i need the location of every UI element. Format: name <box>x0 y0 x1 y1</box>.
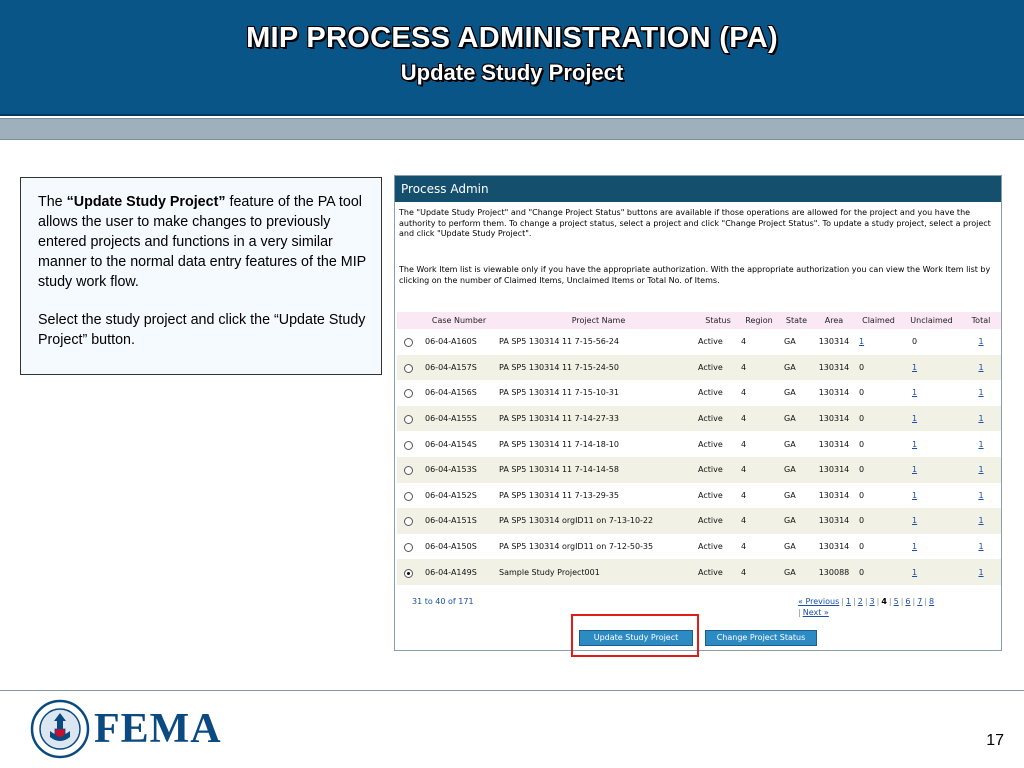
pager-page-link[interactable]: 7 <box>917 597 923 606</box>
claimed-cell <box>855 431 902 457</box>
unclaimed-count[interactable]: 1 <box>912 516 918 526</box>
table-body <box>397 329 1001 585</box>
total-count[interactable]: 1 <box>978 542 984 552</box>
description-box <box>20 177 382 375</box>
pager-page-link[interactable]: 3 <box>869 597 875 606</box>
claimed-count: 0 <box>859 516 865 526</box>
description-prefix: The <box>38 194 67 210</box>
unclaimed-count: 0 <box>912 337 918 347</box>
claimed-count: 0 <box>859 542 865 552</box>
area-cell: 130314 <box>813 483 855 509</box>
column-header-claimed[interactable]: Claimed <box>855 312 902 329</box>
total-count[interactable]: 1 <box>978 439 984 449</box>
slide-header <box>0 0 1024 116</box>
pager-page-link[interactable]: 6 <box>905 597 911 606</box>
claimed-cell <box>855 483 902 509</box>
unclaimed-cell <box>902 431 961 457</box>
unclaimed-count[interactable]: 1 <box>912 439 918 449</box>
table-row <box>397 483 1001 509</box>
unclaimed-cell <box>902 329 961 355</box>
total-cell <box>961 355 1001 381</box>
project-name-cell: PA SP5 130314 orgID11 on 7-13-10-22 <box>499 508 698 534</box>
row-select-cell <box>397 406 419 432</box>
unclaimed-cell <box>902 508 961 534</box>
claimed-count: 0 <box>859 388 865 398</box>
column-header-state[interactable]: State <box>780 312 813 329</box>
claimed-cell <box>855 380 902 406</box>
total-cell <box>961 508 1001 534</box>
state-cell: GA <box>780 483 813 509</box>
row-select-cell <box>397 355 419 381</box>
row-select-cell <box>397 534 419 560</box>
claimed-count[interactable]: 1 <box>859 337 865 347</box>
state-cell: GA <box>780 559 813 585</box>
previous-page-link[interactable]: « Previous <box>798 597 840 606</box>
state-cell: GA <box>780 508 813 534</box>
total-count[interactable]: 1 <box>978 465 984 475</box>
fema-logo <box>30 697 222 761</box>
next-page-link[interactable]: Next » <box>802 608 829 617</box>
claimed-count: 0 <box>859 362 865 372</box>
column-header-total[interactable]: Total <box>961 312 1001 329</box>
case-number-cell: 06-04-A150S <box>419 534 499 560</box>
pager-page-link[interactable]: 1 <box>845 597 852 606</box>
footer-divider <box>0 690 1024 691</box>
area-cell: 130314 <box>813 406 855 432</box>
region-cell: 4 <box>738 559 780 585</box>
table-row <box>397 431 1001 457</box>
claimed-cell <box>855 534 902 560</box>
update-study-project-button[interactable]: Update Study Project <box>579 630 693 646</box>
column-header-select <box>397 312 419 329</box>
region-cell: 4 <box>738 329 780 355</box>
total-count[interactable]: 1 <box>978 388 984 398</box>
status-cell: Active <box>698 406 738 432</box>
state-cell: GA <box>780 329 813 355</box>
status-cell: Active <box>698 355 738 381</box>
project-name-cell: PA SP5 130314 11 7-15-24-50 <box>499 355 698 381</box>
state-cell: GA <box>780 534 813 560</box>
region-cell: 4 <box>738 355 780 381</box>
state-cell: GA <box>780 406 813 432</box>
total-cell <box>961 431 1001 457</box>
state-cell: GA <box>780 431 813 457</box>
status-cell: Active <box>698 431 738 457</box>
total-count[interactable]: 1 <box>978 414 984 424</box>
button-highlight-box <box>571 614 699 657</box>
table-row <box>397 355 1001 381</box>
unclaimed-count[interactable]: 1 <box>912 465 918 475</box>
claimed-count: 0 <box>859 414 865 424</box>
column-header-unclaimed[interactable]: Unclaimed <box>902 312 961 329</box>
header-divider-bar <box>0 118 1024 140</box>
pager-page-link[interactable]: 2 <box>857 597 863 606</box>
area-cell: 130314 <box>813 508 855 534</box>
case-number-cell: 06-04-A153S <box>419 457 499 483</box>
total-cell <box>961 406 1001 432</box>
claimed-cell <box>855 457 902 483</box>
claimed-cell <box>855 406 902 432</box>
status-cell: Active <box>698 508 738 534</box>
description-feature-name: “Update Study Project” <box>66 194 226 210</box>
unclaimed-cell <box>902 534 961 560</box>
process-admin-panel <box>394 175 1002 651</box>
dhs-seal-icon <box>30 699 90 759</box>
region-cell: 4 <box>738 380 780 406</box>
table-row <box>397 508 1001 534</box>
pager-current-page: 4 <box>881 597 887 606</box>
total-count[interactable]: 1 <box>978 490 984 500</box>
row-select-radio[interactable] <box>404 569 413 578</box>
table-row <box>397 329 1001 355</box>
row-select-cell <box>397 483 419 509</box>
case-number-cell: 06-04-A152S <box>419 483 499 509</box>
area-cell: 130314 <box>813 355 855 381</box>
region-cell: 4 <box>738 431 780 457</box>
total-cell <box>961 483 1001 509</box>
total-count[interactable]: 1 <box>978 362 984 372</box>
column-header-project-name[interactable]: Project Name <box>499 312 698 329</box>
project-name-cell: PA SP5 130314 11 7-15-56-24 <box>499 329 698 355</box>
row-select-cell <box>397 329 419 355</box>
table-header-row <box>397 312 1001 329</box>
area-cell: 130088 <box>813 559 855 585</box>
claimed-cell <box>855 508 902 534</box>
claimed-count: 0 <box>859 567 865 577</box>
work-item-note: The Work Item list is viewable only if you have the appropriate authorization. With the appropriate authorization you can view the Work Item list by clicking on the number of Claimed Items, Unclaimed Items or Total No. of Items. <box>399 265 991 285</box>
claimed-cell <box>855 355 902 381</box>
description-paragraph-2: Select the study project and click the “Update Study Project” button. <box>38 312 366 348</box>
description-body: feature of the PA tool allows the user to make changes to previously entered projects and functions in a very similar manner to the normal data entry features of the MIP study work flow. <box>38 194 366 290</box>
status-cell: Active <box>698 534 738 560</box>
record-range: 31 to 40 of 171 <box>412 597 474 606</box>
area-cell: 130314 <box>813 380 855 406</box>
pager-page-link[interactable]: 5 <box>893 597 899 606</box>
status-cell: Active <box>698 483 738 509</box>
total-count[interactable]: 1 <box>978 567 984 577</box>
unclaimed-count[interactable]: 1 <box>912 490 918 500</box>
case-number-cell: 06-04-A154S <box>419 431 499 457</box>
status-cell: Active <box>698 457 738 483</box>
column-header-region[interactable]: Region <box>738 312 780 329</box>
case-number-cell: 06-04-A157S <box>419 355 499 381</box>
claimed-cell <box>855 559 902 585</box>
row-select-cell <box>397 431 419 457</box>
case-number-cell: 06-04-A156S <box>419 380 499 406</box>
case-number-cell: 06-04-A151S <box>419 508 499 534</box>
status-cell: Active <box>698 559 738 585</box>
unclaimed-count[interactable]: 1 <box>912 542 918 552</box>
buttons-note: The "Update Study Project" and "Change Project Status" buttons are available if those operations are allowed for the project and you have the authority to perform them. To change a project status, select a project and click "Change Project Status". To update a study project, select a project and click "Update Study Project". <box>399 208 991 238</box>
claimed-cell <box>855 329 902 355</box>
status-cell: Active <box>698 380 738 406</box>
claimed-count: 0 <box>859 465 865 475</box>
row-select-cell <box>397 457 419 483</box>
description-paragraph-1 <box>38 192 367 292</box>
project-name-cell: PA SP5 130314 11 7-15-10-31 <box>499 380 698 406</box>
row-select-cell <box>397 559 419 585</box>
total-cell <box>961 457 1001 483</box>
slide-title: MIP PROCESS ADMINISTRATION (PA) <box>246 22 778 54</box>
table-row <box>397 559 1001 585</box>
total-count[interactable]: 1 <box>978 516 984 526</box>
project-table <box>397 312 1001 585</box>
row-select-radio[interactable] <box>404 364 413 373</box>
area-cell: 130314 <box>813 329 855 355</box>
project-name-cell: PA SP5 130314 11 7-13-29-35 <box>499 483 698 509</box>
pager-page-link[interactable]: 8 <box>929 597 935 606</box>
total-cell <box>961 380 1001 406</box>
unclaimed-count[interactable]: 1 <box>912 388 918 398</box>
region-cell: 4 <box>738 508 780 534</box>
state-cell: GA <box>780 355 813 381</box>
page-number: 17 <box>986 732 1004 749</box>
table-row <box>397 406 1001 432</box>
unclaimed-cell <box>902 457 961 483</box>
pagination: « Previous | 1 | 2 | 3 | 4 | 5 | 6 | 7 | 8 | Next » <box>798 597 935 617</box>
region-cell: 4 <box>738 457 780 483</box>
project-name-cell: PA SP5 130314 11 7-14-14-58 <box>499 457 698 483</box>
unclaimed-cell <box>902 406 961 432</box>
unclaimed-count[interactable]: 1 <box>912 362 918 372</box>
change-project-status-button[interactable]: Change Project Status <box>705 630 817 646</box>
row-select-radio[interactable] <box>404 415 413 424</box>
region-cell: 4 <box>738 406 780 432</box>
unclaimed-cell <box>902 483 961 509</box>
column-header-status[interactable]: Status <box>698 312 738 329</box>
unclaimed-count[interactable]: 1 <box>912 567 918 577</box>
case-number-cell: 06-04-A155S <box>419 406 499 432</box>
total-cell <box>961 534 1001 560</box>
slide-subtitle: Update Study Project <box>400 60 624 85</box>
fema-wordmark: FEMA <box>94 706 222 752</box>
column-header-area[interactable]: Area <box>813 312 855 329</box>
unclaimed-cell <box>902 559 961 585</box>
area-cell: 130314 <box>813 431 855 457</box>
project-name-cell: PA SP5 130314 orgID11 on 7-12-50-35 <box>499 534 698 560</box>
claimed-count: 0 <box>859 439 865 449</box>
row-select-radio[interactable] <box>404 517 413 526</box>
row-select-radio[interactable] <box>404 338 413 347</box>
table-row <box>397 457 1001 483</box>
status-cell: Active <box>698 329 738 355</box>
total-cell <box>961 559 1001 585</box>
row-select-radio[interactable] <box>404 543 413 552</box>
total-count[interactable]: 1 <box>978 337 984 347</box>
unclaimed-cell <box>902 380 961 406</box>
case-number-cell: 06-04-A149S <box>419 559 499 585</box>
region-cell: 4 <box>738 483 780 509</box>
total-cell <box>961 329 1001 355</box>
project-name-cell: PA SP5 130314 11 7-14-27-33 <box>499 406 698 432</box>
state-cell: GA <box>780 380 813 406</box>
project-name-cell: Sample Study Project001 <box>499 559 698 585</box>
area-cell: 130314 <box>813 534 855 560</box>
region-cell: 4 <box>738 534 780 560</box>
claimed-count: 0 <box>859 490 865 500</box>
row-select-radio[interactable] <box>404 466 413 475</box>
row-select-radio[interactable] <box>404 441 413 450</box>
table-row <box>397 534 1001 560</box>
row-select-radio[interactable] <box>404 389 413 398</box>
row-select-cell <box>397 508 419 534</box>
area-cell: 130314 <box>813 457 855 483</box>
panel-title: Process Admin <box>395 176 1001 202</box>
row-select-cell <box>397 380 419 406</box>
table-row <box>397 380 1001 406</box>
column-header-case-number[interactable]: Case Number <box>419 312 499 329</box>
state-cell: GA <box>780 457 813 483</box>
unclaimed-cell <box>902 355 961 381</box>
project-name-cell: PA SP5 130314 11 7-14-18-10 <box>499 431 698 457</box>
row-select-radio[interactable] <box>404 492 413 501</box>
case-number-cell: 06-04-A160S <box>419 329 499 355</box>
unclaimed-count[interactable]: 1 <box>912 414 918 424</box>
